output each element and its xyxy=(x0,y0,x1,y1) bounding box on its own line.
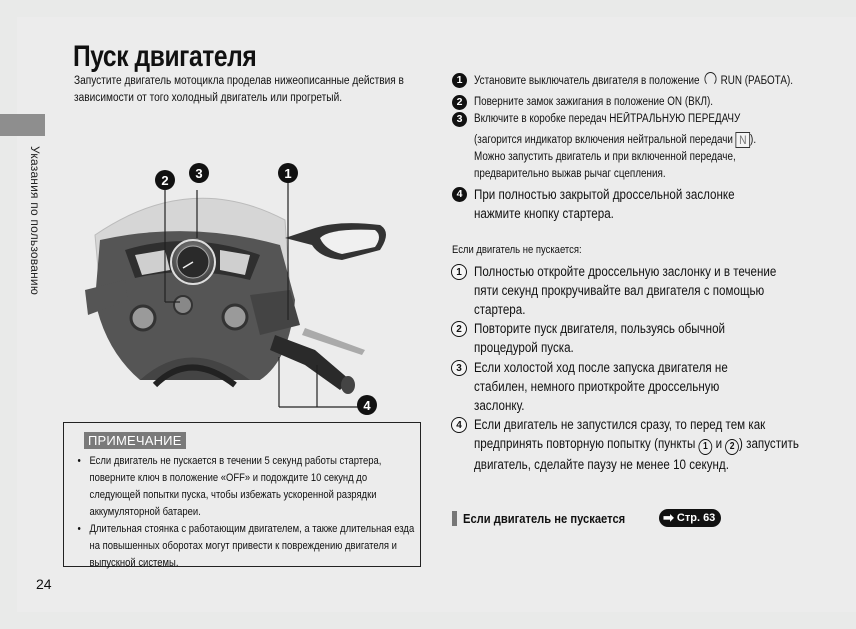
circled-ref-2-icon: 2 xyxy=(725,439,739,455)
callout-1-icon: 1 xyxy=(278,163,298,183)
step-4: 4 При полностью закрытой дроссельной заслонке нажмите кнопку стартера. xyxy=(452,185,852,223)
cross-reference xyxy=(452,509,721,527)
circled-ref-1-icon: 1 xyxy=(699,439,713,455)
page-number: 24 xyxy=(36,576,52,592)
bullet-icon: • xyxy=(77,455,81,467)
intro-paragraph: Запустите двигатель мотоцикла проделав нижеописанные действия в зависимости от того холодный двигатель или прогретый. xyxy=(74,75,404,104)
circled-1-icon: 1 xyxy=(451,264,467,280)
arrow-right-icon: ➡ xyxy=(663,510,674,525)
note-list xyxy=(74,453,418,572)
troubleshoot-heading: Если двигатель не пускается: xyxy=(452,244,582,256)
troubleshoot-list xyxy=(451,262,851,474)
step-2: 2 Поверните замок зажигания в положение ON (ВКЛ). xyxy=(452,94,852,111)
step-1: 1 Установите выключатель двигателя в положение RUN (РАБОТА). xyxy=(452,72,852,90)
step-3: 3 Включите в коробке передач НЕЙТРАЛЬНУЮ ПЕРЕДАЧУ (загорится индикатор включения нейтральной передачи N ). Можно запустить двигатель и при включенной передаче, предварительно выжав рычаг сцепления. xyxy=(452,111,852,183)
cross-reference-title: Если двигатель не пускается xyxy=(463,510,626,526)
circled-4-icon: 4 xyxy=(451,417,467,433)
step-number-3-icon: 3 xyxy=(452,112,467,127)
engine-stop-switch-run-icon xyxy=(704,72,716,86)
circled-3-icon: 3 xyxy=(451,360,467,376)
note-item: • Если двигатель не пускается в течении 5 секунд работы стартера, поверните ключ в положение «OFF» и подождите 10 секунд до следующей попытки пуска, чтобы избежать ускоренной разрядки аккумуляторной батареи. xyxy=(77,455,382,518)
step-number-4-icon: 4 xyxy=(452,187,467,202)
neutral-indicator-icon: N xyxy=(736,132,750,148)
motorcycle-cockpit-image xyxy=(80,150,400,420)
handlebar-illustration xyxy=(80,150,400,420)
note-item: • Длительная стоянка с работающим двигателем, а также длительная езда на повышенных оборотах могут привести к повреждению двигателя и выпускной системы. xyxy=(77,523,415,569)
start-steps xyxy=(452,72,852,223)
troubleshoot-item-3: 3 Если холостой ход после запуска двигателя не стабилен, немного приоткройте дроссельную заслонку. xyxy=(451,358,851,415)
callout-2-icon: 2 xyxy=(155,170,175,190)
callout-4-icon: 4 xyxy=(357,395,377,415)
circled-2-icon: 2 xyxy=(451,321,467,337)
step-number-1-icon: 1 xyxy=(452,73,467,88)
page-reference-link[interactable]: ➡ Стр. 63 xyxy=(659,509,721,527)
section-bar-marker xyxy=(452,511,457,526)
step-number-2-icon: 2 xyxy=(452,95,467,110)
troubleshoot-item-1: 1 Полностью откройте дроссельную заслонку и в течение пяти секунд прокручивайте вал двигателя с помощью стартера. xyxy=(451,262,851,319)
troubleshoot-item-2: 2 Повторите пуск двигателя, пользуясь обычной процедурой пуска. xyxy=(451,319,851,358)
troubleshoot-item-4: 4 Если двигатель не запустился сразу, то перед тем как предпринять повторную попытку (пункты 1 и 2 ) запустить двигатель, сделайте паузу не менее 10 секунд. xyxy=(451,415,851,474)
bullet-icon: • xyxy=(77,523,81,535)
section-side-label: Указания по пользованию xyxy=(28,146,42,296)
note-badge: ПРИМЕЧАНИЕ xyxy=(84,432,186,449)
note-box xyxy=(63,422,421,567)
callout-3-icon: 3 xyxy=(189,163,209,183)
page-title: Пуск двигателя xyxy=(73,40,257,73)
section-tab-marker xyxy=(0,114,45,136)
